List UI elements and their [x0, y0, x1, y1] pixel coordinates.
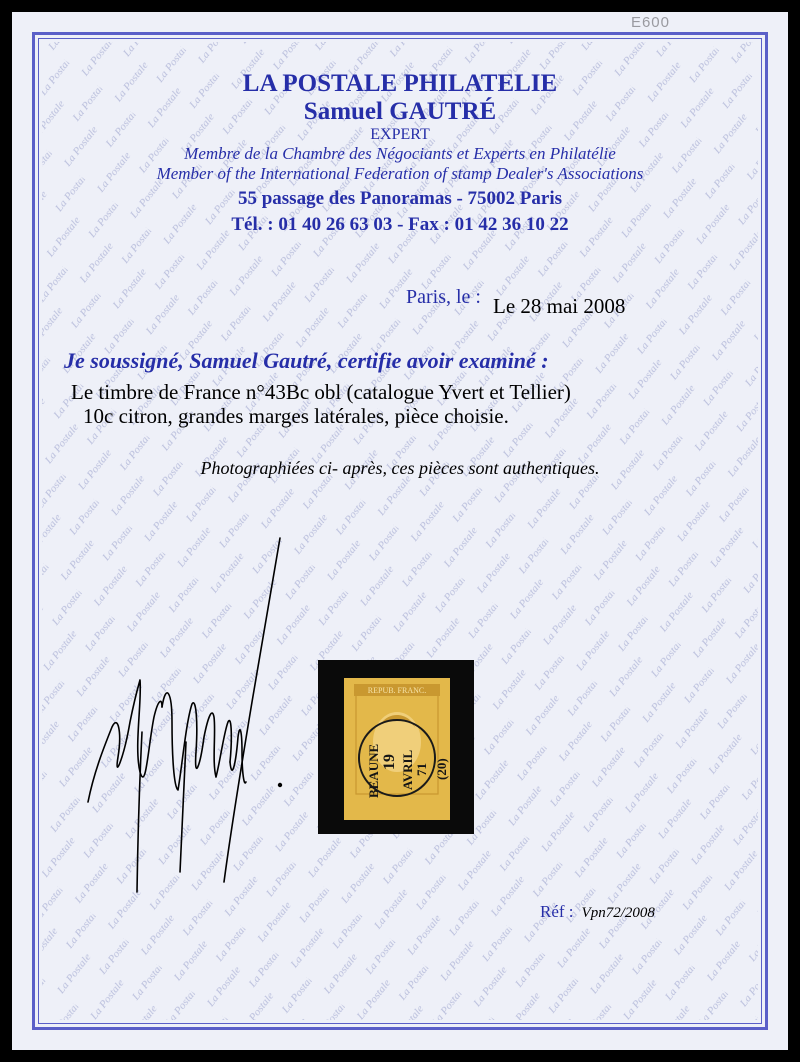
description-line-2: 10c citron, grandes marges latérales, pièce choisie. [83, 404, 509, 428]
letterhead [12, 70, 788, 236]
expert-name: Samuel GAUTRÉ [303, 98, 497, 125]
reference-value: Vpn72/2008 [581, 905, 655, 921]
date-label: Paris, le : [406, 286, 481, 308]
certification-statement: Je soussigné, Samuel Gautré, certifie avoir examiné : [64, 348, 549, 373]
postmark-year: 71 [414, 763, 429, 776]
stamp-description [71, 380, 571, 428]
signature-dot [278, 783, 282, 787]
address: 55 passage des Panoramas - 75002 Paris [237, 188, 563, 209]
membership-english: Member of the International Federation of stamp Dealer's Associations [156, 164, 644, 183]
membership-french: Membre de la Chambre des Négociants et Experts en Philatélie [184, 144, 616, 163]
stamp-photo [318, 660, 474, 834]
phone-fax: Tél. : 01 40 26 63 03 - Fax : 01 42 36 10 22 [231, 214, 569, 235]
signature-image [82, 532, 292, 912]
certificate-sheet [12, 12, 788, 1050]
date-value: Le 28 mai 2008 [493, 294, 626, 318]
organization-name: LA POSTALE PHILATELIE [242, 70, 558, 97]
reference-row [540, 902, 655, 922]
postmark-day: 19 [381, 754, 398, 770]
reference-label: Réf : [540, 902, 574, 921]
postmark-month: AVRIL [400, 749, 415, 790]
date-row [406, 284, 626, 318]
corner-pencil-note: E600 [630, 14, 670, 31]
stamp-header-text: REPUB. FRANC. [367, 686, 427, 695]
authenticity-note: Photographiées ci- après, ces pièces sont authentiques. [200, 458, 600, 478]
description-line-1: Le timbre de France n°43Bc obl (catalogue Yvert et Tellier) [71, 380, 571, 404]
postmark-code: (20) [434, 758, 449, 780]
expert-title: EXPERT [370, 126, 430, 143]
postmark-town: BEAUNE [366, 743, 381, 798]
